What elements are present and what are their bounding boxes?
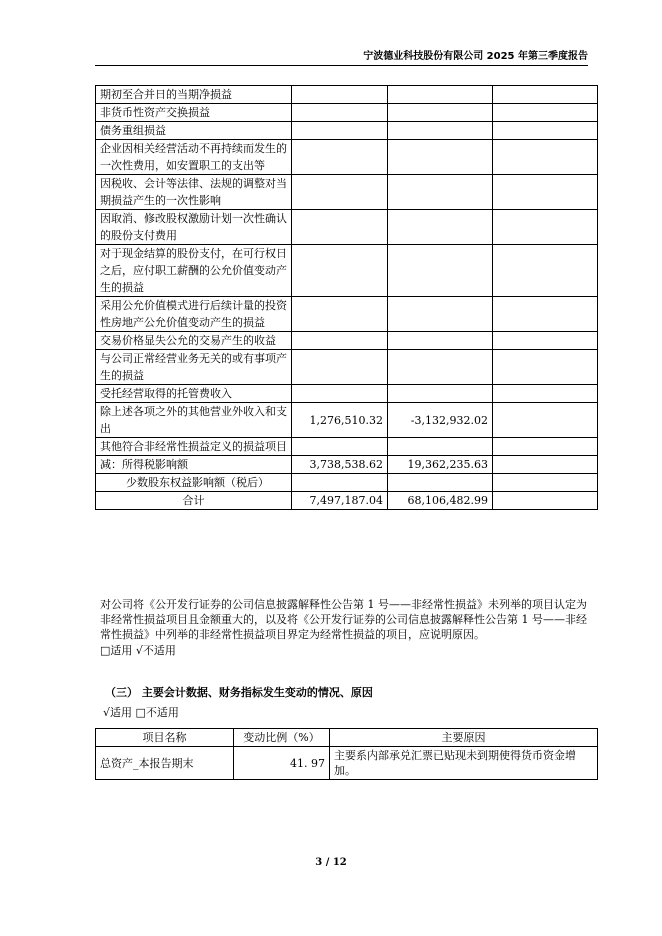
value-cell [388, 175, 493, 210]
value-cell [292, 297, 388, 332]
column-header: 项目名称 [96, 729, 234, 747]
value-cell [292, 350, 388, 385]
table-row [96, 140, 598, 175]
value-cell [292, 86, 388, 104]
table-row [96, 122, 598, 140]
note-cell [493, 474, 598, 492]
note-cell [493, 86, 598, 104]
value-cell [292, 474, 388, 492]
table-row [96, 332, 598, 350]
row-label: 受托经营取得的托管费收入 [96, 385, 292, 403]
row-label: 企业因相关经营活动不再持续而发生的一次性费用，如安置职工的支出等 [96, 140, 292, 175]
table-row [96, 456, 598, 474]
row-label: 采用公允价值模式进行后续计量的投资性房地产公允价值变动产生的损益 [96, 297, 292, 332]
value-cell [388, 332, 493, 350]
table-row [96, 210, 598, 245]
note-cell [493, 297, 598, 332]
value-cell [388, 140, 493, 175]
note-cell [493, 104, 598, 122]
row-label: 债务重组损益 [96, 122, 292, 140]
value-cell [292, 210, 388, 245]
value-cell [292, 438, 388, 456]
page-number: 3 / 12 [315, 857, 347, 868]
table-row [96, 297, 598, 332]
change-ratio: 41. 97 [234, 747, 330, 780]
row-label: 其他符合非经常性损益定义的损益项目 [96, 438, 292, 456]
note-cell [493, 456, 598, 474]
table-row [96, 403, 598, 438]
explanation-note [100, 597, 595, 658]
row-label: 因取消、修改股权激励计划一次性确认的股份支付费用 [96, 210, 292, 245]
row-label: 期初至合并日的当期净损益 [96, 86, 292, 104]
value-cell [388, 385, 493, 403]
table-row [96, 474, 598, 492]
value-cell [388, 210, 493, 245]
value-cell [292, 175, 388, 210]
row-label: 合计 [96, 492, 292, 510]
note-cell [493, 403, 598, 438]
table-row [96, 385, 598, 403]
note-cell [493, 492, 598, 510]
row-label: 与公司正常经营业务无关的或有事项产生的损益 [96, 350, 292, 385]
item-name: 总资产_本报告期末 [96, 747, 234, 780]
value-cell [292, 122, 388, 140]
note-cell [493, 438, 598, 456]
note-cell [493, 210, 598, 245]
row-label: 非货币性资产交换损益 [96, 104, 292, 122]
main-reason: 主要系内部承兑汇票已贴现未到期使得货币资金增加。 [330, 747, 598, 780]
value-cell [388, 245, 493, 297]
row-label: 减：所得税影响额 [96, 456, 292, 474]
page-header: 宁波德业科技股份有限公司 2025 年第三季度报告 [95, 47, 588, 66]
table-row [96, 175, 598, 210]
value-cell [292, 140, 388, 175]
table-row [96, 438, 598, 456]
column-header: 变动比例（%） [234, 729, 330, 747]
note-cell [493, 245, 598, 297]
value-cell: -3,132,932.02 [388, 403, 493, 438]
applicability-check: □适用 √不适用 [100, 644, 176, 657]
table-row [96, 350, 598, 385]
note-text: 对公司将《公开发行证券的公司信息披露解释性公告第 1 号——非经常性损益》未列举的项目认定为非经常性损益项目且金额重大的，以及将《公开发行证券的公司信息披露解释性公告第 1 号——非经常性损益》中列举的非经常性损益项目界定为经常性损益的项目，应说明原因。 [100, 598, 587, 641]
note-cell [493, 385, 598, 403]
row-label: 交易价格显失公允的交易产生的收益 [96, 332, 292, 350]
note-cell [493, 175, 598, 210]
value-cell [292, 104, 388, 122]
value-cell [388, 122, 493, 140]
column-header: 主要原因 [330, 729, 598, 747]
value-cell [388, 86, 493, 104]
total-row [96, 492, 598, 510]
table-row [96, 86, 598, 104]
table-header-row [96, 729, 598, 747]
table-row [96, 245, 598, 297]
value-cell [292, 385, 388, 403]
value-cell [388, 297, 493, 332]
section-applicability-check: √适用 □不适用 [103, 706, 179, 719]
value-cell: 3,738,538.62 [292, 456, 388, 474]
non-recurring-gains-table [95, 85, 598, 510]
value-cell [292, 245, 388, 297]
row-label: 因税收、会计等法律、法规的调整对当期损益产生的一次性影响 [96, 175, 292, 210]
value-cell: 19,362,235.63 [388, 456, 493, 474]
note-cell [493, 350, 598, 385]
row-label: 对于现金结算的股份支付，在可行权日之后，应付职工薪酬的公允价值变动产生的损益 [96, 245, 292, 297]
table-row [96, 747, 598, 780]
note-cell [493, 332, 598, 350]
value-cell [388, 104, 493, 122]
row-label: 除上述各项之外的其他营业外收入和支出 [96, 403, 292, 438]
value-cell [388, 350, 493, 385]
note-cell [493, 122, 598, 140]
value-cell: 7,497,187.04 [292, 492, 388, 510]
value-cell [292, 332, 388, 350]
indicator-change-table [95, 728, 598, 780]
section-title: （三） 主要会计数据、财务指标发生变动的情况、原因 [105, 686, 373, 699]
value-cell: 1,276,510.32 [292, 403, 388, 438]
value-cell: 68,106,482.99 [388, 492, 493, 510]
value-cell [388, 474, 493, 492]
row-label: 少数股东权益影响额（税后） [96, 474, 292, 492]
table-row [96, 104, 598, 122]
note-cell [493, 140, 598, 175]
value-cell [388, 438, 493, 456]
